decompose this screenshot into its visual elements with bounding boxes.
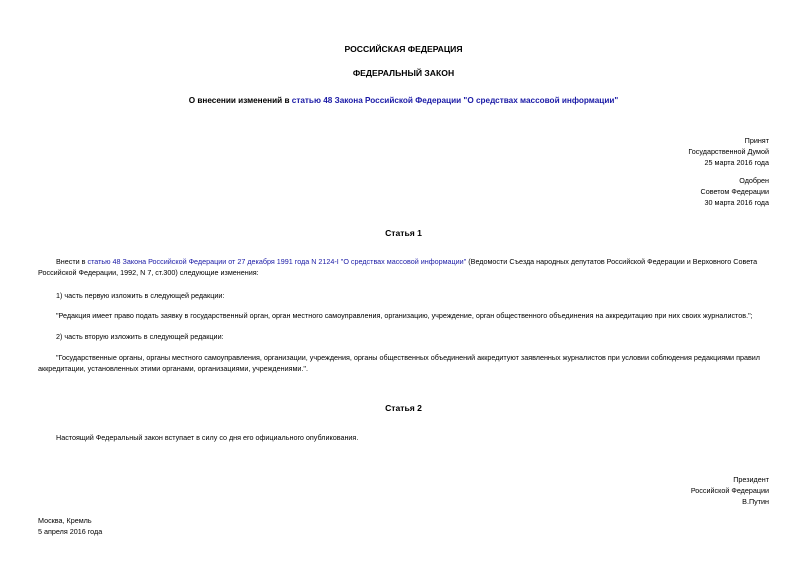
intro-prefix: Внести в [56,257,88,266]
article-1-quote-2-line2: аккредитации, установленных этими органами, организациями, учреждениями.". [38,364,308,373]
intro-law-link[interactable]: статью 48 Закона Российской Федерации от 27 декабря 1991 года N 2124-I "О средствах массовой информации" [87,257,467,266]
article-2-heading: Статья 2 [385,403,422,413]
title-link[interactable]: статью 48 Закона Российской Федерации "О средствах массовой информации" [291,96,619,105]
accepted-by: Государственной Думой [688,147,769,156]
signature-block [691,474,769,507]
accepted-label: Принят [744,136,769,145]
signature-name: В.Путин [742,497,769,506]
signing-place: Москва, Кремль [38,516,92,525]
signature-role: Президент [733,475,769,484]
law-type-heading: ФЕДЕРАЛЬНЫЙ ЗАКОН [352,68,455,78]
approved-label: Одобрен [739,176,769,185]
approved-date: 30 марта 2016 года [704,198,769,207]
article-1-item-2: 2) часть вторую изложить в следующей редакции: [56,332,224,341]
approved-by: Советом Федерации [700,187,769,196]
accepted-date: 25 марта 2016 года [704,158,769,167]
title-prefix: О внесении изменений в [188,96,292,105]
place-date-block [38,515,102,537]
article-1-intro-line2: Российской Федерации, 1992, N 7, ст.300) следующие изменения: [38,268,259,277]
article-1-item-1: 1) часть первую изложить в следующей редакции: [56,291,225,300]
country-heading: РОССИЙСКАЯ ФЕДЕРАЦИЯ [344,44,463,54]
article-1-intro-line1 [56,256,757,267]
adoption-council-block [701,175,769,208]
document-title [0,96,807,105]
signature-country: Российской Федерации [690,486,769,495]
signing-date: 5 апреля 2016 года [38,527,103,536]
article-1-quote-1: "Редакция имеет право подать заявку в государственный орган, орган местного самоуправления, организацию, учреждение, орган общественного объединения на аккредитацию при них своих журналистов."; [56,311,753,320]
adoption-duma-block [688,135,769,168]
article-1-quote-2-line1: "Государственные органы, органы местного самоуправления, организации, учреждения, органы общественных объединений аккредитуют заявленных журналистов при условии соблюдения редакциями правил [56,353,760,362]
article-2-text: Настоящий Федеральный закон вступает в силу со дня его официального опубликования. [56,433,359,442]
article-1-heading: Статья 1 [385,228,422,238]
intro-suffix: (Ведомости Съезда народных депутатов Российской Федерации и Верховного Совета [466,257,758,266]
